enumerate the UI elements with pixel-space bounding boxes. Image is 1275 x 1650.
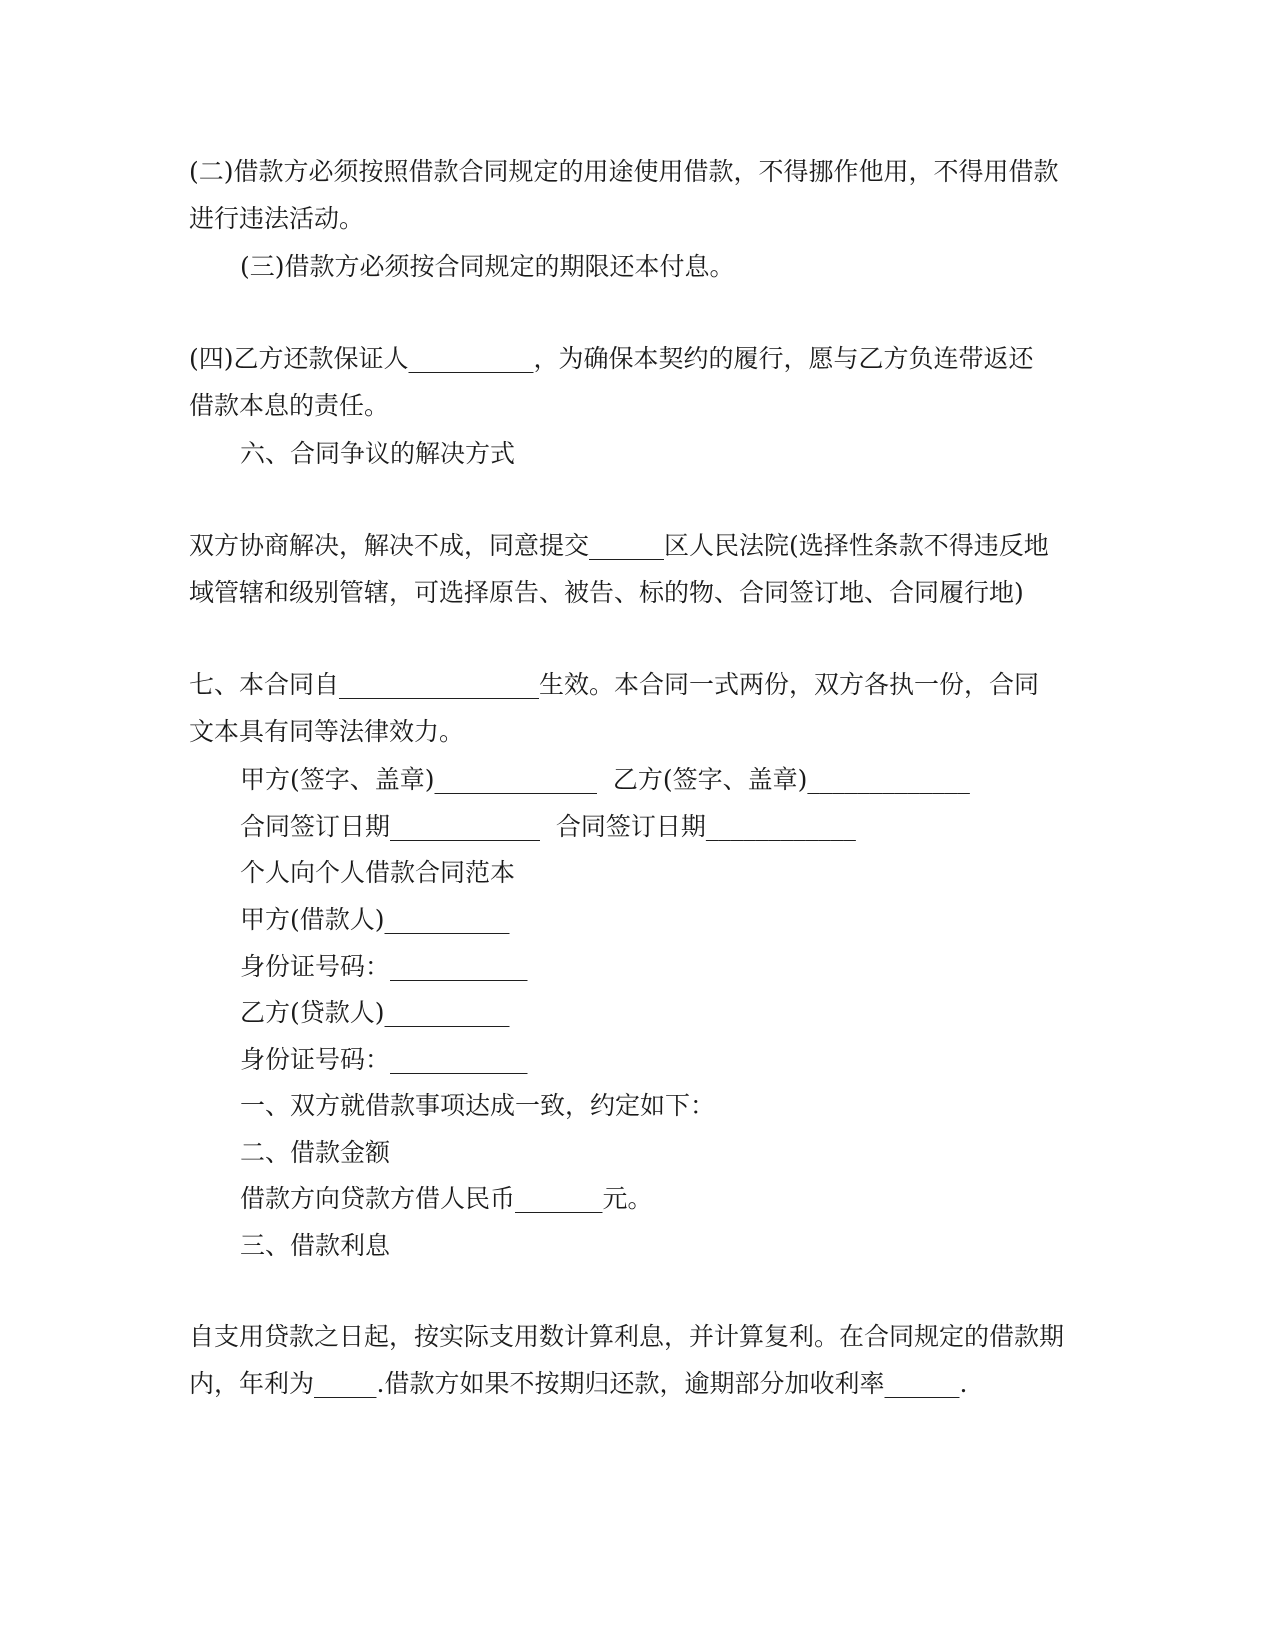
- borrower-line: 甲方(借款人)__________: [240, 905, 510, 934]
- text-line: 进行违法活动。: [189, 204, 365, 233]
- document-title: 个人向个人借款合同范本: [240, 858, 516, 887]
- section-heading: 六、合同争议的解决方式: [240, 439, 516, 468]
- id-number-line: 身份证号码：___________: [240, 952, 528, 981]
- signature-line: 甲方(签字、盖章)_____________ 乙方(签字、盖章)_____________: [240, 765, 970, 794]
- text-line: (二)借款方必须按照借款合同规定的用途使用借款，不得挪作他用，不得用借款: [189, 157, 1059, 186]
- text-line: 借款方向贷款方借人民币_______元。: [240, 1184, 653, 1213]
- text-line: 域管辖和级别管辖，可选择原告、被告、标的物、合同签订地、合同履行地): [189, 578, 1024, 607]
- signing-date-line: 合同签订日期____________ 合同签订日期____________: [240, 812, 856, 841]
- text-line: 双方协商解决，解决不成，同意提交______区人民法院(选择性条款不得违反地: [189, 531, 1049, 560]
- section-heading: 二、借款金额: [240, 1138, 391, 1167]
- text-line: 文本具有同等法律效力。: [189, 717, 465, 746]
- text-line: 七、本合同自________________生效。本合同一式两份，双方各执一份，合同: [189, 670, 1040, 699]
- text-line: 内，年利为_____.借款方如果不按期归还款，逾期部分加收利率______.: [189, 1369, 968, 1398]
- text-line: 自支用贷款之日起，按实际支用数计算利息，并计算复利。在合同规定的借款期: [189, 1322, 1065, 1351]
- section-heading: 一、双方就借款事项达成一致，约定如下：: [240, 1091, 716, 1120]
- section-heading: 三、借款利息: [240, 1231, 391, 1260]
- text-line: 借款本息的责任。: [189, 391, 390, 420]
- lender-line: 乙方(贷款人)__________: [240, 998, 510, 1027]
- id-number-line: 身份证号码：___________: [240, 1045, 528, 1074]
- text-line: (四)乙方还款保证人__________，为确保本契约的履行，愿与乙方负连带返还: [189, 344, 1034, 373]
- text-line: (三)借款方必须按合同规定的期限还本付息。: [240, 252, 735, 281]
